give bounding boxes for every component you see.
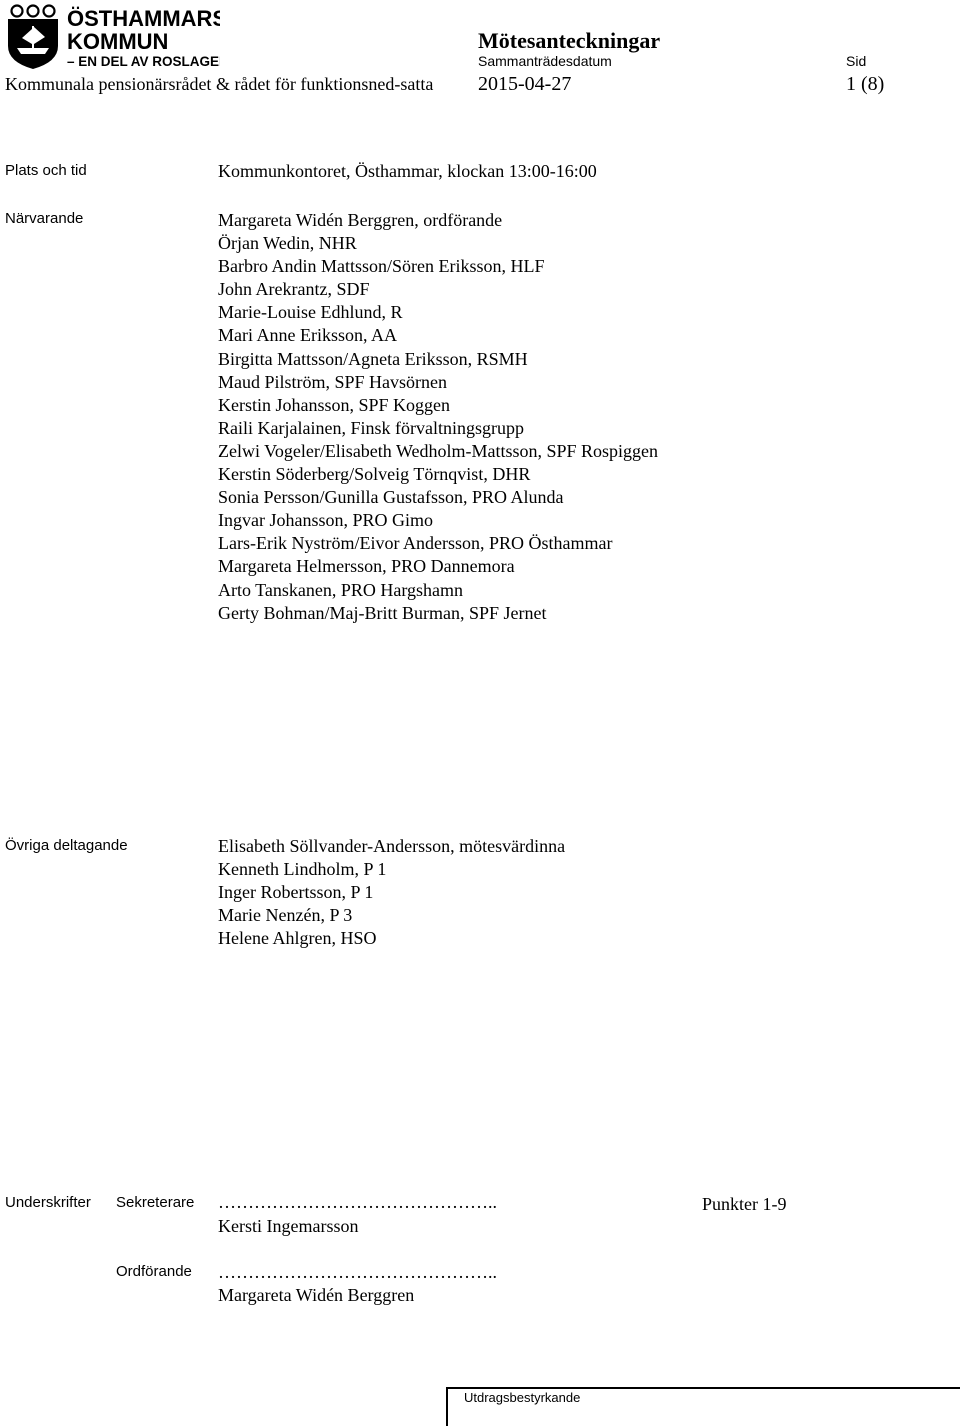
list-item: Mari Anne Eriksson, AA	[218, 325, 397, 346]
list-item: Helene Ahlgren, HSO	[218, 928, 377, 949]
list-item: Kerstin Söderberg/Solveig Törnqvist, DHR	[218, 464, 531, 485]
document-title: Mötesanteckningar	[478, 28, 661, 53]
list-item: Elisabeth Söllvander-Andersson, mötesvärdinna	[218, 836, 566, 856]
list-item: Margareta Helmersson, PRO Dannemora	[218, 556, 515, 577]
list-item: Inger Robertsson, P 1	[218, 882, 374, 903]
secretary-name: Kersti Ingemarsson	[218, 1216, 359, 1236]
list-item: Margareta Widén Berggren, ordförande	[218, 210, 503, 230]
others-list	[218, 835, 565, 950]
meeting-date: 2015-04-27	[478, 73, 572, 95]
logo-line-2: KOMMUN	[67, 29, 169, 54]
list-item: Arto Tanskanen, PRO Hargshamn	[218, 579, 464, 600]
list-item: Lars-Erik Nyström/Eivor Andersson, PRO Östhammar	[218, 533, 613, 554]
logo-line-1: ÖSTHAMMARS	[67, 6, 220, 31]
list-item: Birgitta Mattsson/Agneta Eriksson, RSMH	[218, 348, 528, 369]
list-item: Marie-Louise Edhlund, R	[218, 302, 403, 323]
signatures-label: Underskrifter	[5, 1194, 91, 1211]
list-item: Marie Nenzén, P 3	[218, 905, 353, 926]
list-item: John Arekrantz, SDF	[218, 279, 370, 300]
place-label: Plats och tid	[5, 162, 87, 179]
list-item: Zelwi Vogeler/Elisabeth Wedholm-Mattsson, SPF Rospiggen	[218, 440, 659, 461]
list-item: Kerstin Johansson, SPF Koggen	[218, 394, 451, 415]
present-list	[218, 209, 658, 625]
list-item: Maud Pilström, SPF Havsörnen	[218, 371, 448, 392]
present-label: Närvarande	[5, 210, 84, 227]
list-item: Ingvar Johansson, PRO Gimo	[218, 510, 433, 531]
secretary-signature-line: ………………………………………..	[218, 1192, 497, 1212]
place-value: Kommunkontoret, Östhammar, klockan 13:00-16:00	[218, 161, 597, 181]
list-item: Örjan Wedin, NHR	[218, 233, 357, 254]
list-item: Sonia Persson/Gunilla Gustafsson, PRO Alunda	[218, 487, 564, 508]
secretary-label: Sekreterare	[116, 1194, 195, 1211]
list-item: Barbro Andin Mattsson/Sören Eriksson, HLF	[218, 256, 545, 277]
organization-name: Kommunala pensionärsrådet & rådet för funktionsned-satta	[5, 74, 434, 94]
list-item: Kenneth Lindholm, P 1	[218, 859, 387, 880]
chair-signature-line: ………………………………………..	[218, 1262, 497, 1282]
chair-label: Ordförande	[116, 1263, 192, 1280]
logo-graphic	[5, 2, 220, 70]
list-item: Gerty Bohman/Maj-Britt Burman, SPF Jernet	[218, 602, 547, 623]
extract-certification-label: Utdragsbestyrkande	[464, 1390, 581, 1405]
others-label: Övriga deltagande	[5, 837, 128, 854]
page-number: 1 (8)	[846, 73, 885, 95]
logo-line-3: – EN DEL AV ROSLAGEN	[67, 54, 220, 69]
points-range: Punkter 1-9	[702, 1194, 787, 1214]
municipality-logo	[5, 2, 220, 70]
page-label: Sid	[846, 53, 867, 69]
chair-name: Margareta Widén Berggren	[218, 1285, 415, 1305]
meeting-date-label: Sammanträdesdatum	[478, 53, 612, 69]
list-item: Raili Karjalainen, Finsk förvaltningsgrupp	[218, 417, 524, 438]
